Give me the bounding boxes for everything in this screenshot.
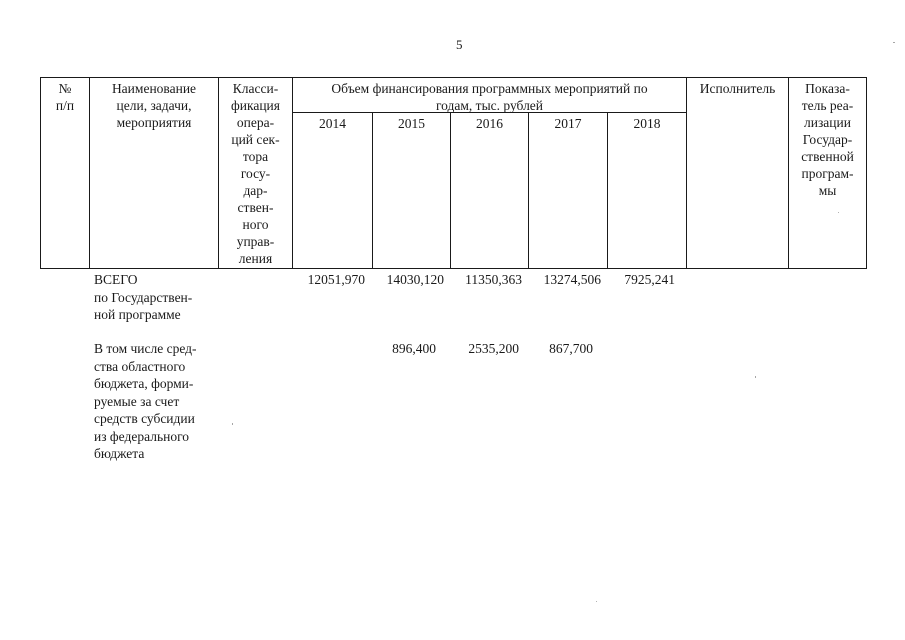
divider-year-2016-2017 xyxy=(528,112,529,269)
header-year-2018: 2018 xyxy=(633,116,661,131)
value-2015: 14030,120 xyxy=(386,272,444,287)
row-name: ВСЕГО по Государствен- ной программе xyxy=(94,272,193,322)
scan-speck xyxy=(838,212,839,213)
header-year-2016: 2016 xyxy=(476,116,503,131)
table-header xyxy=(40,77,867,269)
header-right-border xyxy=(866,77,867,269)
divider-year-2017-2018 xyxy=(607,112,608,269)
value-2017: 13274,506 xyxy=(543,272,601,287)
value-2016: 11350,363 xyxy=(465,272,522,287)
header-col-classification: Класси- фикация опера- ций сек- тора госу- дар- ствен- ного управ- ления xyxy=(231,81,280,266)
header-col-name: Наименование цели, задачи, мероприятия xyxy=(111,81,197,130)
value-2017: 867,700 xyxy=(549,341,593,356)
row-name: В том числе сред- ства областного бюджета, форми- руемые за счет средств субсидии из федерального бюджета xyxy=(94,341,197,461)
page-number: 5 xyxy=(456,37,463,52)
divider-funding-executor xyxy=(686,77,687,269)
value-2015: 896,400 xyxy=(392,341,436,356)
scan-speck xyxy=(755,376,756,378)
value-2014: 12051,970 xyxy=(307,272,365,287)
header-col-funding: Объем финансирования программных мероприятий по годам, тыс. рублей xyxy=(331,81,648,113)
value-2018: 7925,241 xyxy=(624,272,675,287)
header-year-2014: 2014 xyxy=(319,116,346,131)
header-col-number: № п/п xyxy=(55,81,75,113)
value-2016: 2535,200 xyxy=(468,341,519,356)
scan-speck xyxy=(232,423,233,425)
divider-year-2015-2016 xyxy=(450,112,451,269)
header-bottom-border xyxy=(40,268,867,269)
scan-speck xyxy=(893,42,895,43)
header-top-border xyxy=(40,77,867,78)
header-col-executor: Исполнитель xyxy=(699,81,776,96)
header-year-2017: 2017 xyxy=(554,116,582,131)
header-year-2015: 2015 xyxy=(398,116,425,131)
scan-speck xyxy=(596,601,597,602)
divider-year-2014-2015 xyxy=(372,112,373,269)
header-col-indicator: Показа- тель реа- лизации Государ- ственной програм- мы xyxy=(801,81,854,198)
